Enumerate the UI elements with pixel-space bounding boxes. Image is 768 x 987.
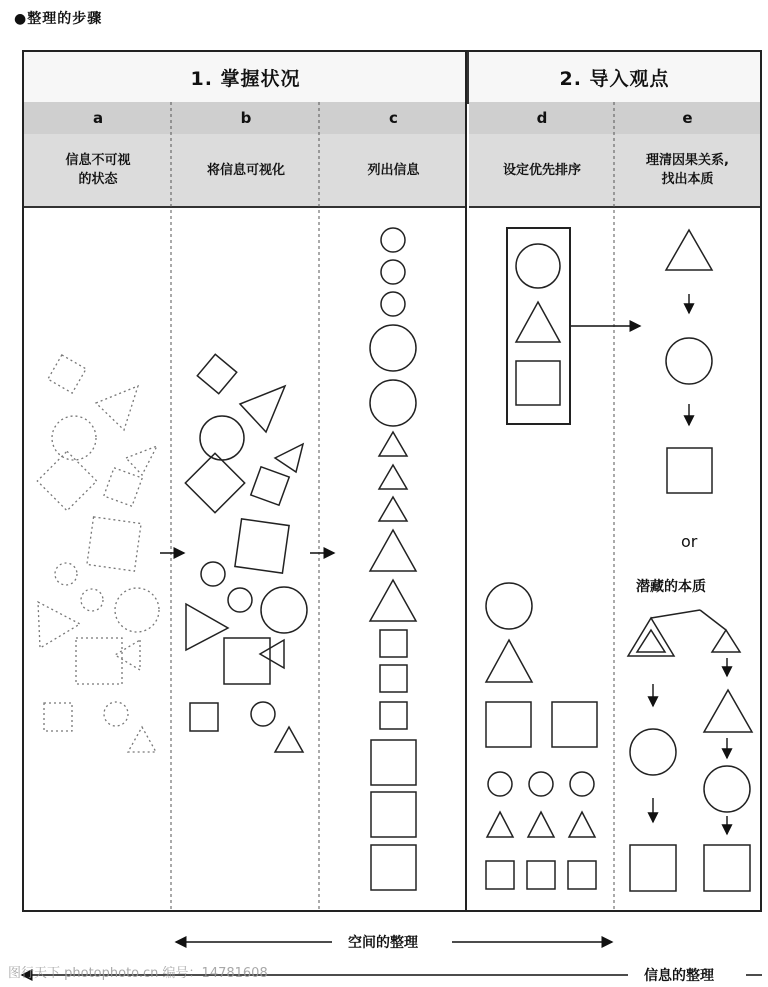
triangle xyxy=(370,530,416,571)
column-c-shapes xyxy=(370,228,416,890)
triangle xyxy=(379,465,407,489)
circle xyxy=(570,772,594,796)
circle xyxy=(488,772,512,796)
dotted-square xyxy=(48,355,86,393)
triangle xyxy=(260,640,284,668)
triangle xyxy=(666,230,712,270)
triangle xyxy=(240,386,285,432)
circle xyxy=(666,338,712,384)
circle xyxy=(228,588,252,612)
square xyxy=(704,845,750,891)
column-letter-d: d xyxy=(469,102,615,135)
triangle xyxy=(516,302,560,342)
column-letter-b: b xyxy=(172,102,320,135)
triangle xyxy=(275,444,303,472)
circle xyxy=(201,562,225,586)
square xyxy=(235,519,289,573)
circle xyxy=(370,380,416,426)
dotted-circle xyxy=(55,563,77,585)
circle xyxy=(200,416,244,460)
column-a-shapes xyxy=(37,355,159,752)
square xyxy=(552,702,597,747)
square xyxy=(486,861,514,889)
dotted-circle xyxy=(52,416,96,460)
column-d-shapes xyxy=(486,228,597,889)
triangle xyxy=(379,432,407,456)
circle xyxy=(630,729,676,775)
square xyxy=(667,448,712,493)
square xyxy=(486,702,531,747)
square xyxy=(380,630,407,657)
triangle xyxy=(379,497,407,521)
square xyxy=(190,703,218,731)
square xyxy=(527,861,555,889)
column-letter-e: e xyxy=(615,102,760,135)
dotted-circle xyxy=(104,702,128,726)
triangle xyxy=(486,640,532,682)
circle xyxy=(381,228,405,252)
square xyxy=(568,861,596,889)
column-desc-c: 列出信息 xyxy=(320,134,467,208)
square xyxy=(224,638,270,684)
square xyxy=(630,845,676,891)
circle xyxy=(251,702,275,726)
triangle xyxy=(528,812,554,837)
square xyxy=(251,467,289,505)
diagram-heading: ●整理的步骤 xyxy=(14,11,103,27)
dotted-square xyxy=(76,638,122,684)
triangle xyxy=(712,630,740,652)
circle xyxy=(381,260,405,284)
dotted-circle xyxy=(81,589,103,611)
square xyxy=(371,740,416,785)
column-desc-e: 理清因果关系, 找出本质 xyxy=(615,134,760,208)
circle xyxy=(516,244,560,288)
column-e-shapes xyxy=(628,230,752,891)
triangle xyxy=(186,604,228,650)
dotted-square xyxy=(104,468,142,506)
phase-header-2: 2. 导入观点 xyxy=(469,52,760,104)
dotted-circle xyxy=(115,588,159,632)
column-b-shapes xyxy=(185,354,307,752)
square xyxy=(516,361,560,405)
dotted-square xyxy=(87,517,141,571)
watermark: 图行天下 photophoto.cn 编号：14781608 xyxy=(8,966,268,981)
circle xyxy=(261,587,307,633)
diamond xyxy=(185,453,244,512)
circle xyxy=(381,292,405,316)
dotted-square xyxy=(44,703,72,731)
spatial-organization-label: 空间的整理 xyxy=(344,932,422,952)
circle xyxy=(486,583,532,629)
circle xyxy=(370,325,416,371)
column-letter-c: c xyxy=(320,102,467,135)
square xyxy=(371,845,416,890)
dotted-triangle xyxy=(38,602,80,648)
circle xyxy=(529,772,553,796)
square xyxy=(380,702,407,729)
column-e-arrows xyxy=(653,294,727,834)
square xyxy=(380,665,407,692)
connector-line xyxy=(700,610,726,630)
triangle xyxy=(370,580,416,621)
column-letter-a: a xyxy=(24,102,172,135)
hidden-essence-label: 潜藏的本质 xyxy=(636,579,706,595)
information-organization-label: 信息的整理 xyxy=(640,965,718,985)
phase-header-1: 1. 掌握状况 xyxy=(24,52,469,104)
dotted-triangle xyxy=(96,386,138,430)
or-label: or xyxy=(681,532,698,551)
dotted-diamond xyxy=(37,451,96,510)
connector-line xyxy=(651,610,700,618)
triangle xyxy=(275,727,303,752)
column-desc-a: 信息不可视 的状态 xyxy=(24,134,172,208)
triangle xyxy=(569,812,595,837)
column-desc-b: 将信息可视化 xyxy=(172,134,320,208)
dotted-triangle xyxy=(128,727,156,752)
square xyxy=(371,792,416,837)
triangle xyxy=(704,690,752,732)
column-desc-d: 设定优先排序 xyxy=(469,134,615,208)
square xyxy=(197,354,236,393)
dotted-triangle xyxy=(126,446,157,475)
triangle xyxy=(487,812,513,837)
circle xyxy=(704,766,750,812)
dotted-triangle xyxy=(115,640,140,670)
triangle xyxy=(628,618,674,656)
